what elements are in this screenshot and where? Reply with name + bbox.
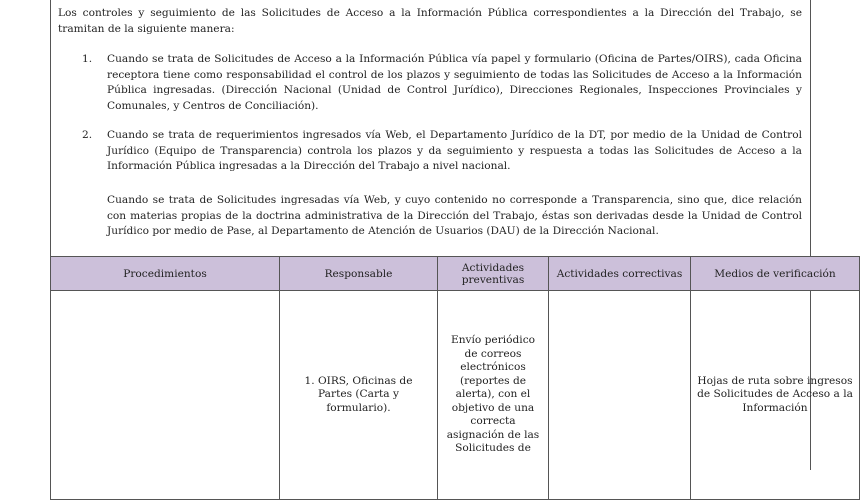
list-item-number: 2. [82,129,93,141]
list-item-text: Cuando se trata de requerimientos ingresados vía Web, el Departamento Jurídico de la DT, por medio de la Unidad de Control Jurídico (Equipo de Transparencia) controla los plazos y da seguimiento y respuesta a todas las Solicitudes de Acceso a la Información Pública ingresadas a la Dirección del Trabajo a nivel nacional. [107,129,802,172]
header-medios-verificacion: Medios de verificación [691,257,860,291]
header-responsable: Responsable [280,257,438,291]
header-actividades-preventivas: Actividades preventivas [438,257,549,291]
web-requests-paragraph: Cuando se trata de Solicitudes ingresadas vía Web, y cuyo contenido no corresponde a Transparencia, sino que, dice relación con materias propias de la doctrina administrativa de la Dirección del Trabajo, éstas son derivadas desde la Unidad de Control Jurídico por medio de Pase, al Departamento de Atención de Usuarios (DAU) de la Dirección Nacional. [107,194,802,237]
list-item-number: 1. [82,53,93,65]
list-item-text: Cuando se trata de Solicitudes de Acceso a la Información Pública vía papel y formulario (Oficina de Partes/OIRS), cada Oficina receptora tiene como responsabilidad el control de los plazos y seguimiento de todas las Solicitudes de Acceso a la Información Pública ingresadas. (Dirección Nacional (Unidad de Control Jurídico), Direcciones Regionales, Inspecciones Provinciales y Comunales, y Centros de Conciliación). [107,53,802,112]
list-item [58,52,802,114]
list-item [58,128,802,175]
intro-paragraph: Los controles y seguimiento de las Solicitudes de Acceso a la Información Pública correspondientes a la Dirección del Trabajo, se tramitan de la siguiente manera: [58,7,802,35]
cell-actividades-preventivas: Envío periódico de correos electrónicos (reportes de alerta), con el objetivo de una correcta asignación de las Solicitudes de [438,291,549,500]
numbered-list [58,52,802,175]
cell-medios-verificacion: Hojas de ruta sobre ingresos de Solicitudes de Acceso a la Información [691,291,860,500]
cell-responsable: 1. OIRS, Oficinas de Partes (Carta y formulario). [280,291,438,500]
header-procedimientos: Procedimientos [51,257,280,291]
header-actividades-correctivas: Actividades correctivas [549,257,691,291]
procedures-table [50,256,860,500]
cell-procedimientos [51,291,280,500]
table-header-row [51,257,860,291]
table-row [51,291,860,500]
cell-actividades-correctivas [549,291,691,500]
